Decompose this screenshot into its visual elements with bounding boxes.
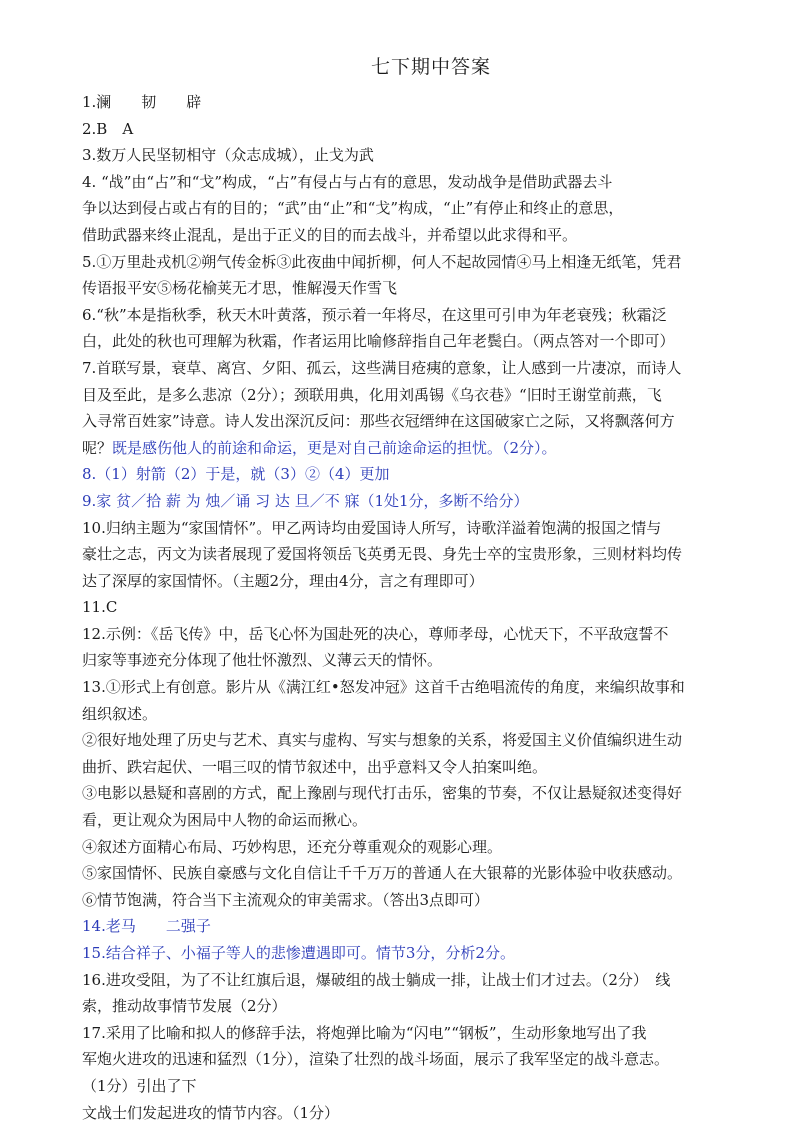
answer-line: 文战士们发起进攻的情节内容。（1分）	[82, 1103, 340, 1122]
answer-line-prefix: 呢？	[82, 438, 113, 457]
answer-line: ⑥情节饱满，符合当下主流观众的审美需求。（答出3点即可）	[82, 890, 490, 909]
answer-line: 归家等事迹充分体现了他壮怀激烈、义薄云天的情怀。	[82, 651, 443, 670]
answer-line: 争以达到侵占或占有的目的；“武”由“止”和“戈”构成，“止”有停止和终止的意思，	[82, 199, 624, 218]
answer-line: 入寻常百姓家”诗意。诗人发出深沉反问：那些衣冠缙绅在这国破家亡之际，又将飘落何方	[82, 412, 675, 431]
answer-line: 目及至此，是多么悲凉（2分）；颈联用典，化用刘禹锡《乌衣巷》“旧时王谢堂前燕，飞	[82, 385, 662, 404]
answer-line: 3.数万人民坚韧相守（众志成城），止戈为武	[82, 146, 374, 165]
page-title: 七下期中答案	[370, 56, 491, 78]
answer-line: ③电影以悬疑和喜剧的方式，配上豫剧与现代打击乐，密集的节奏，不仅让悬疑叙述变得好	[82, 784, 683, 803]
answer-line: 4. “战”由“占”和“戈”构成，“占”有侵占与占有的意思，发动战争是借助武器去斗	[82, 172, 613, 191]
answer-line	[82, 435, 760, 462]
answer-line: 17.采用了比喻和拟人的修辞手法，将炮弹比喻为“闪电”“钢板”，生动形象地写出了我	[82, 1023, 647, 1042]
answer-line: 1.澜 韧 辟	[82, 93, 202, 111]
answer-line: 7.首联写景，衰草、离宫、夕阳、孤云，这些满目疮痍的意象，让人感到一片凄凉，而诗人	[82, 358, 682, 377]
answer-line: 2.B A	[82, 119, 134, 138]
answer-line: 达了深厚的家国情怀。（主题2分，理由4分，言之有理即可）	[82, 571, 484, 590]
answer-line: ④叙述方面精心布局、巧妙构思，还充分尊重观众的观影心理。	[82, 837, 503, 856]
answer-line: 看，更让观众为困局中人物的命运而揪心。	[82, 811, 368, 830]
answer-line: 10.归纳主题为“家国情怀”。甲乙两诗均由爱国诗人所写，诗歌洋溢着饱满的报国之情与	[82, 518, 662, 537]
answer-line: 曲折、跌宕起伏、一唱三叹的情节叙述中，出乎意料又令人拍案叫绝。	[82, 757, 548, 776]
answer-line: 16.进攻受阻，为了不让红旗后退，爆破组的战士躺成一排，让战士们才过去。（2分） 线	[82, 970, 671, 989]
answer-line: 9.家 贫／拾 薪 为 烛／诵 习 达 旦／不 寐（1处1分，多断不给分）	[82, 491, 529, 510]
answer-line: 军炮火进攻的迅速和猛烈（1分），渲染了壮烈的战斗场面，展示了我军坚定的战斗意志。	[82, 1050, 670, 1069]
answer-line: ⑤家国情怀、民族自豪感与文化自信让千千万万的普通人在大银幕的光影体验中收获感动。	[82, 864, 683, 883]
answer-line: 豪壮之志，丙文为读者展现了爱国将领岳飞英勇无畏、身先士卒的宝贵形象，三则材料均传	[82, 545, 683, 564]
answer-line: （1分）引出了下	[82, 1076, 197, 1095]
answer-line: 白，此处的秋也可理解为秋霜，作者运用比喻修辞指自己年老鬓白。（两点答对一个即可）	[82, 332, 675, 351]
answer-line-highlight: 既是感伤他人的前途和命运，更是对自己前途命运的担忧。（2分）。	[112, 438, 557, 457]
answer-line: 组织叙述。	[82, 704, 158, 723]
answer-line: 借助武器来终止混乱，是出于正义的目的而去战斗，并希望以此求得和平。	[82, 225, 578, 244]
answer-line: 索，推动故事情节发展（2分）	[82, 997, 287, 1016]
answer-line: 12.示例：《岳飞传》中，岳飞心怀为国赴死的决心，尊师孝母，心忧天下，不平敌寇誓不	[82, 624, 669, 643]
answer-line: 8.（1）射箭（2）于是，就（3）②（4）更加	[82, 465, 390, 484]
answer-line: 5.①万里赴戎机②朔气传金柝③此夜曲中闻折柳，何人不起故园情④马上相逢无纸笔，凭君	[82, 252, 682, 271]
answer-line: 15.结合祥子、小福子等人的悲惨遭遇即可。情节3分，分析2分。	[82, 944, 515, 962]
answer-line: 6.“秋”本是指秋季，秋天木叶黄落，预示着一年将尽，在这里可引申为年老衰残；秋霜泛	[82, 305, 667, 324]
answer-line: 13.①形式上有创意。影片从《满江红•怒发冲冠》这首千古绝唱流传的角度，来编织故事和	[82, 678, 685, 697]
answer-list	[82, 89, 760, 1126]
answer-line: 11.C	[82, 598, 118, 617]
answer-line: ②很好地处理了历史与艺术、真实与虚构、写实与想象的关系，将爱国主义价值编织进生动	[82, 731, 683, 750]
answer-line: 传语报平安⑤杨花榆荚无才思，惟解漫天作雪飞	[82, 279, 398, 298]
answer-line: 14.老马 二强子	[82, 917, 211, 936]
